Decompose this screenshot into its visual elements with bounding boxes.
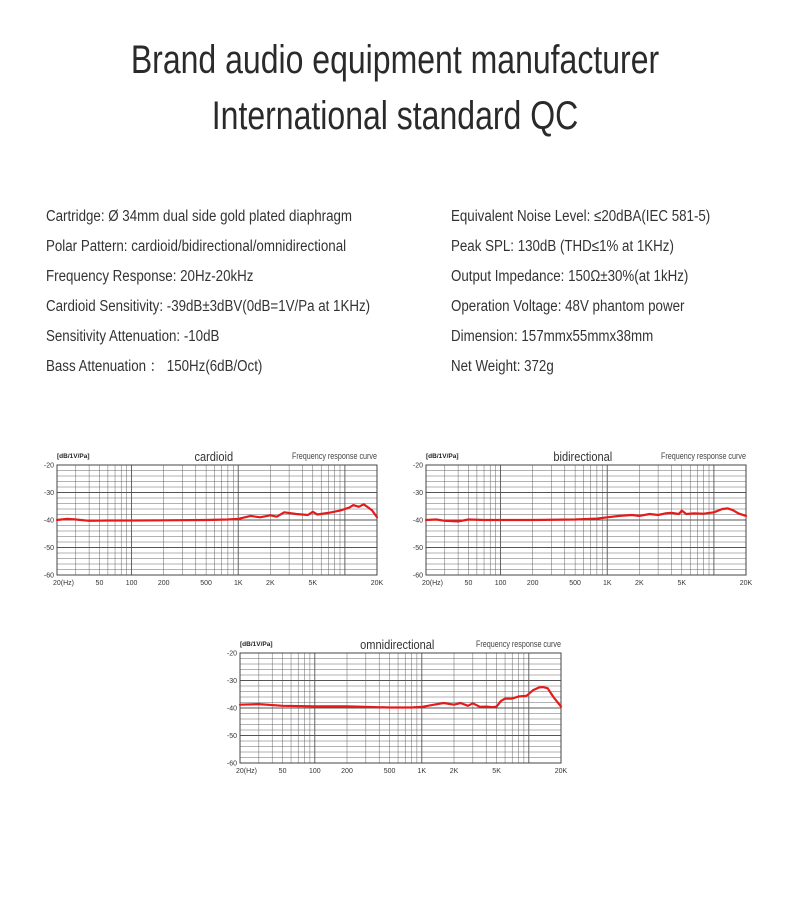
x-tick-label: 50 — [464, 580, 473, 587]
y-tick-label: -30 — [226, 678, 237, 685]
y-tick-label: -30 — [43, 490, 54, 497]
spec-polar-pattern: Polar Pattern: cardioid/bidirectional/omnidirectional — [46, 238, 347, 255]
spec-dimension: Dimension: 157mmx55mmx38mm — [451, 328, 654, 345]
response-curve — [240, 687, 561, 707]
chart-title: bidirectional — [553, 449, 613, 465]
x-tick-label: 1K — [233, 580, 243, 587]
x-tick-label: 500 — [569, 580, 581, 587]
page-title-line-2: International standard QC — [211, 94, 579, 138]
spec-bass-attenuation: Bass Attenuation ： 150Hz(6dB/Oct) — [46, 358, 263, 375]
x-tick-label: 200 — [341, 768, 353, 775]
y-axis-label: [dB/1V/Pa] — [57, 453, 90, 460]
x-tick-label: 50 — [278, 768, 287, 775]
y-tick-label: -40 — [226, 705, 237, 713]
chart-subtitle: Frequency response curve — [476, 639, 561, 650]
spec-frequency-response: Frequency Response: 20Hz-20kHz — [46, 268, 254, 285]
y-tick-label: -20 — [226, 650, 237, 658]
spec-output-impedance: Output Impedance: 150Ω±30%(at 1kHz) — [451, 268, 689, 285]
x-tick-label: 200 — [157, 580, 170, 587]
x-tick-label: 20(Hz) — [53, 580, 75, 587]
chart-1 — [413, 449, 753, 587]
chart-0 — [44, 449, 384, 587]
y-tick-label: -60 — [43, 572, 54, 580]
y-tick-label: -50 — [226, 733, 237, 740]
response-curve — [426, 508, 746, 521]
chart-subtitle: Frequency response curve — [661, 451, 746, 462]
x-tick-label: 20K — [370, 580, 384, 587]
x-tick-label: 100 — [494, 580, 507, 587]
x-tick-label: 20K — [554, 768, 568, 775]
y-tick-label: -20 — [43, 462, 54, 470]
x-tick-label: 500 — [200, 580, 212, 587]
chart-title: omnidirectional — [360, 637, 435, 653]
y-tick-label: -40 — [43, 517, 54, 525]
x-tick-label: 5K — [677, 580, 687, 587]
response-curve — [57, 504, 377, 521]
x-tick-label: 5K — [308, 580, 318, 587]
x-tick-label: 200 — [526, 580, 539, 587]
x-tick-label: 5K — [492, 768, 501, 775]
y-tick-label: -60 — [226, 760, 237, 768]
spec-sensitivity-attenuation: Sensitivity Attenuation: -10dB — [46, 328, 220, 345]
chart-subtitle: Frequency response curve — [292, 451, 378, 462]
x-tick-label: 20K — [739, 580, 753, 587]
spec-cardioid-sensitivity: Cardioid Sensitivity: -39dB±3dBV(0dB=1V/Pa at 1KHz) — [46, 298, 371, 315]
y-tick-label: -40 — [412, 517, 423, 525]
x-tick-label: 20(Hz) — [422, 580, 444, 587]
y-tick-label: -20 — [412, 462, 423, 470]
y-axis-label: [dB/1V/Pa] — [240, 641, 273, 648]
x-tick-label: 500 — [383, 768, 396, 775]
x-tick-label: 50 — [95, 580, 104, 587]
x-tick-label: 1K — [417, 768, 427, 775]
chart-title: cardioid — [194, 449, 234, 465]
spec-noise-level: Equivalent Noise Level: ≤20dBA(IEC 581-5) — [451, 208, 711, 225]
y-axis-label: [dB/1V/Pa] — [426, 453, 459, 460]
y-tick-label: -60 — [412, 572, 423, 580]
x-tick-label: 20(Hz) — [236, 768, 258, 775]
spec-peak-spl: Peak SPL: 130dB (THD≤1% at 1KHz) — [451, 238, 674, 255]
y-tick-label: -30 — [412, 490, 423, 497]
spec-net-weight: Net Weight: 372g — [451, 358, 554, 375]
chart-2 — [227, 637, 568, 775]
y-tick-label: -50 — [412, 545, 423, 552]
x-tick-label: 2K — [266, 580, 275, 587]
x-tick-label: 1K — [602, 580, 612, 587]
x-tick-label: 100 — [308, 768, 321, 775]
spec-operation-voltage: Operation Voltage: 48V phantom power — [451, 298, 685, 315]
x-tick-label: 100 — [125, 580, 138, 587]
x-tick-label: 2K — [635, 580, 644, 587]
page-title-line-1: Brand audio equipment manufacturer — [130, 38, 660, 82]
y-tick-label: -50 — [43, 545, 54, 552]
spec-cartridge: Cartridge: Ø 34mm dual side gold plated diaphragm — [46, 208, 353, 225]
x-tick-label: 2K — [449, 768, 459, 775]
